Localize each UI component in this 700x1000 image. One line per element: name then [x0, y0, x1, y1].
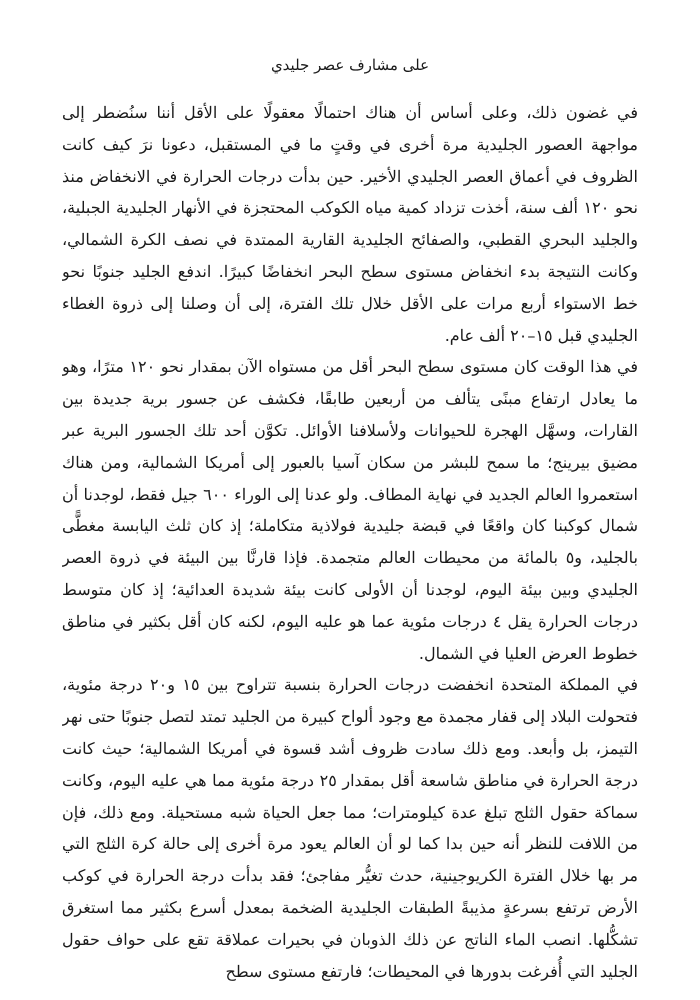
- body-text: [62, 97, 638, 992]
- running-header: على مشارف عصر جليدي: [270, 56, 430, 74]
- paragraph-1: في غضون ذلك، وعلى أساس أن هناك احتمالًا معقولًا على الأقل أننا سنُضطر إلى مواجهة العصور الجليدية مرة أخرى في وقتٍ ما في المستقبل، دعونا نرَ كيف كانت الظروف في أعماق العصر الجليدي الأخير. حين بدأت درجات الحرارة في الانخفاض منذ نحو ١٢٠ ألف سنة، أخذت تزداد كمية مياه الكوكب المحتجزة في الأنهار الجليدية الجبلية، والجليد البحري القطبي، والصفائح الجليدية القارية الممتدة في نصف الكرة الشمالي، وكانت النتيجة بدء انخفاض مستوى سطح البحر انخفاضًا كبيرًا. اندفع الجليد جنوبًا نحو خط الاستواء أربع مرات على الأقل خلال تلك الفترة، إلى أن وصلنا إلى ذروة الغطاء الجليدي قبل ١٥–٢٠ ألف عام.: [62, 103, 638, 345]
- paragraph-3: في المملكة المتحدة انخفضت درجات الحرارة بنسبة تتراوح بين ١٥ و٢٠ درجة مئوية، فتحولت البلاد إلى قفار مجمدة مع وجود ألواح كبيرة من الجليد تمتد لتصل جنوبًا حتى نهر التيمز، بل وأبعد. ومع ذلك سادت ظروف أشد قسوة في أمريكا الشمالية؛ حيث كانت درجة الحرارة في مناطق شاسعة أقل بمقدار ٢٥ درجة مئوية مما هي عليه اليوم، وكانت سماكة حقول الثلج تبلغ عدة كيلومترات؛ مما جعل الحياة شبه مستحيلة. ومع ذلك، فإن من اللافت للنظر أنه حين بدا كما لو أن العالم يعود مرة أخرى إلى حالة كرة الثلج التي مر بها خلال الفترة الكريوجينية، حدث تغيُّر مفاجئ؛ فقد بدأت درجة الحرارة في كوكب الأرض ترتفع بسرعةٍ مذيبةً الطبقات الجليدية الضخمة بمعدل أسرع بكثير مما استغرق تشكُّلها. انصب الماء الناتج عن ذلك الذوبان في بحيرات عملاقة تقع على حواف حقول الجليد التي أُفرغت بدورها في المحيطات؛ فارتفع مستوى سطح: [62, 675, 638, 981]
- paragraph-2: في هذا الوقت كان مستوى سطح البحر أقل من مستواه الآن بمقدار نحو ١٢٠ مترًا، وهو ما يعادل ارتفاع مبنًى يتألف من أربعين طابقًا، فكشف عن جسور برية جديدة بين القارات، وسهَّل الهجرة للحيوانات ولأسلافنا الأوائل. تكوَّن أحد تلك الجسور البرية عبر مضيق بيرينج؛ ما سمح للبشر من سكان آسيا بالعبور إلى أمريكا الشمالية، ومن هناك استعمروا العالم الجديد في نهاية المطاف. ولو عدنا إلى الوراء ٦٠٠ جيل فقط، لوجدنا أن شمال كوكبنا كان واقعًا في قبضة جليدية فولاذية متكاملة؛ إذ كان ثلث اليابسة مغطًّى بالجليد، و٥ بالمائة من محيطات العالم متجمدة. فإذا قارنَّا بين البيئة في ذروة العصر الجليدي وبين بيئة اليوم، لوجدنا أن الأولى كانت بيئة شديدة العدائية؛ إذ كان متوسط درجات الحرارة يقل ٤ درجات مئوية عما هو عليه اليوم، لكنه كان أقل بكثير في مناطق خطوط العرض العليا في الشمال.: [62, 357, 638, 663]
